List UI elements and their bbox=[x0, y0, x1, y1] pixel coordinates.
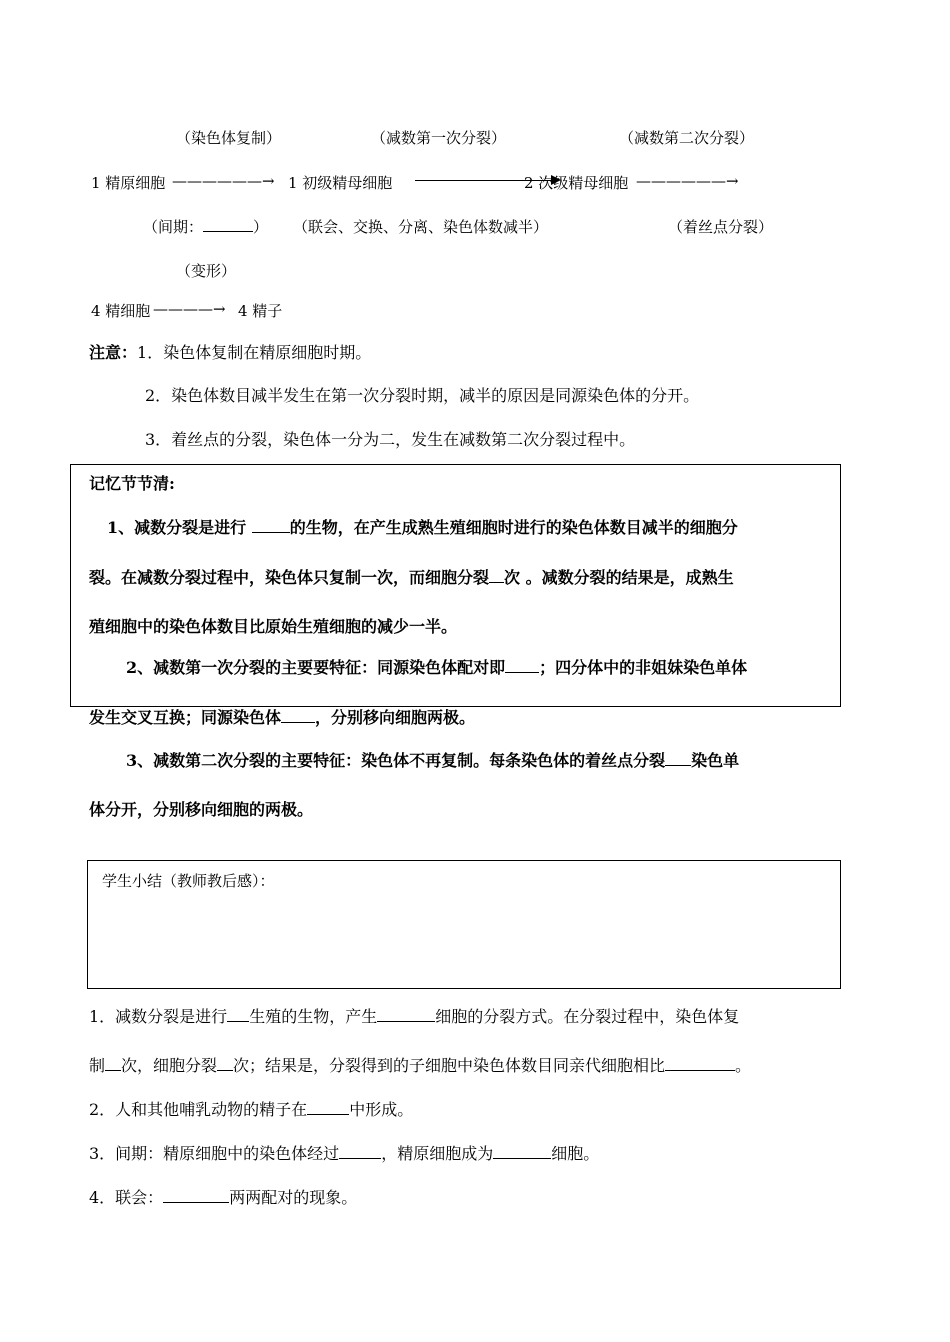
note-meiosis1: （联会、交换、分离、染色体数减半） bbox=[293, 218, 549, 236]
blank bbox=[203, 217, 253, 232]
arrow-1: ——————→ bbox=[172, 172, 275, 190]
note-meiosis2: （着丝点分裂） bbox=[668, 218, 774, 236]
blank[interactable] bbox=[105, 1056, 121, 1071]
blank[interactable] bbox=[493, 1144, 551, 1159]
blank[interactable] bbox=[339, 1144, 381, 1159]
blank bbox=[281, 708, 315, 723]
attention-label: 注意： bbox=[89, 343, 138, 362]
memory-p3-line2: 体分开，分别移向细胞的两极。 bbox=[89, 800, 314, 819]
attention-line-3: 3．着丝点的分裂，染色体一分为二，发生在减数第二次分裂过程中。 bbox=[145, 430, 636, 449]
blank[interactable] bbox=[377, 1007, 435, 1022]
memory-p1-line3: 殖细胞中的染色体数目比原始生殖细胞的减少一半。 bbox=[89, 617, 458, 636]
cell-primary-spermatocyte: 1 初级精母细胞 bbox=[288, 174, 393, 192]
question-3: 3．间期：精原细胞中的染色体经过 ，精原细胞成为 细胞。 bbox=[89, 1144, 600, 1163]
question-1-line2: 制 次，细胞分裂 次；结果是，分裂得到的子细胞中染色体数目同亲代细胞相比 。 bbox=[89, 1056, 752, 1075]
blank[interactable] bbox=[227, 1007, 249, 1022]
memory-p1-line1: 1、减数分裂是进行 的生物，在产生成熟生殖细胞时进行的染色体数目减半的细胞分 bbox=[107, 518, 738, 537]
memory-p3-line1: 3、减数第二次分裂的主要特征：染色体不再复制。每条染色体的着丝点分裂 染色单 bbox=[126, 751, 740, 770]
blank bbox=[252, 518, 290, 533]
cell-spermatid: 4 精细胞 bbox=[91, 302, 151, 320]
cell-secondary-spermatocyte: 2 次级精母细胞 bbox=[524, 174, 629, 192]
blank bbox=[665, 751, 691, 766]
arrow-4: ————→ bbox=[153, 300, 226, 318]
blank bbox=[505, 658, 539, 673]
stage-label-replication: （染色体复制） bbox=[176, 129, 282, 147]
question-4: 4．联会： 两两配对的现象。 bbox=[89, 1188, 358, 1207]
blank[interactable] bbox=[217, 1056, 233, 1071]
memory-title: 记忆节节清: bbox=[89, 474, 175, 493]
blank[interactable] bbox=[665, 1056, 735, 1071]
summary-box[interactable] bbox=[87, 860, 841, 989]
question-1-line1: 1．减数分裂是进行 生殖的生物，产生 细胞的分裂方式。在分裂过程中，染色体复 bbox=[89, 1007, 740, 1026]
cell-spermatogonium: 1 精原细胞 bbox=[91, 174, 166, 192]
cell-sperm: 4 精子 bbox=[238, 302, 283, 320]
memory-p2-line2: 发生交叉互换；同源染色体 ，分别移向细胞两极。 bbox=[89, 708, 476, 727]
attention-line-2: 2．染色体数目减半发生在第一次分裂时期，减半的原因是同源染色体的分开。 bbox=[145, 386, 700, 405]
blank[interactable] bbox=[163, 1188, 229, 1203]
summary-label: 学生小结（教师教后感）： bbox=[102, 872, 275, 890]
memory-p1-line2: 裂。在减数分裂过程中，染色体只复制一次，而细胞分裂 次 。减数分裂的结果是，成熟生 bbox=[89, 568, 734, 587]
stage-label-meiosis2: （减数第二次分裂） bbox=[619, 129, 755, 147]
question-2: 2．人和其他哺乳动物的精子在 中形成。 bbox=[89, 1100, 414, 1119]
note-transform: （变形） bbox=[176, 262, 237, 280]
note-interphase: （间期： ） bbox=[143, 218, 269, 236]
memory-p2-line1: 2、减数第一次分裂的主要要特征：同源染色体配对即 ；四分体中的非姐妹染色单体 bbox=[126, 658, 748, 677]
blank bbox=[489, 568, 504, 583]
attention-line-1: 注意：1．染色体复制在精原细胞时期。 bbox=[89, 343, 372, 362]
stage-label-meiosis1: （减数第一次分裂） bbox=[371, 129, 507, 147]
blank[interactable] bbox=[307, 1100, 349, 1115]
arrow-3: ——————→ bbox=[636, 172, 739, 190]
